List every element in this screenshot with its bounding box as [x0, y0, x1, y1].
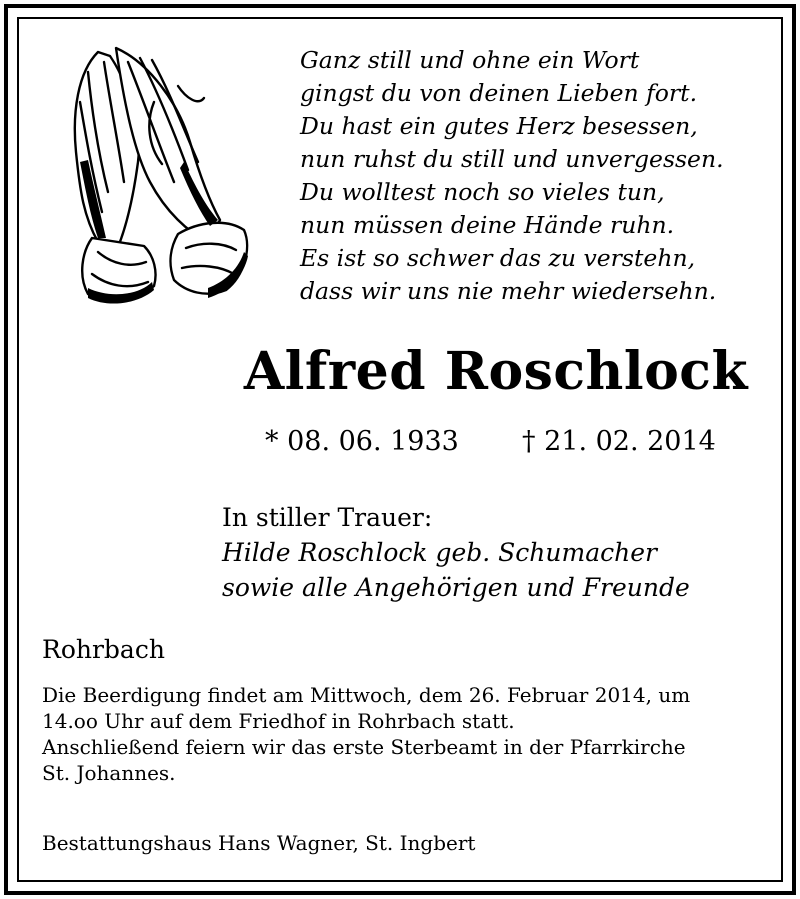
poem-line: Du wolltest noch so vieles tun,: [300, 178, 665, 206]
poem-line: Ganz still und ohne ein Wort: [300, 46, 640, 74]
poem-line: Du hast ein gutes Herz besessen,: [300, 112, 698, 140]
poem-line: nun müssen deine Hände ruhn.: [300, 211, 675, 239]
poem: [300, 44, 724, 308]
poem-line: Es ist so schwer das zu verstehn,: [300, 244, 696, 272]
birth-date: * 08. 06. 1933: [265, 426, 459, 457]
mourning-intro: In stiller Trauer:: [222, 503, 433, 532]
praying-hands-icon: [58, 42, 254, 314]
poem-line: dass wir uns nie mehr wiedersehn.: [300, 277, 717, 305]
place: Rohrbach: [42, 635, 165, 664]
death-date: † 21. 02. 2014: [522, 426, 716, 457]
undertaker: Bestattungshaus Hans Wagner, St. Ingbert: [42, 831, 476, 855]
mourning-block: [222, 500, 690, 605]
poem-line: gingst du von deinen Lieben fort.: [300, 79, 698, 107]
mourner-line: Hilde Roschlock geb. Schumacher: [222, 538, 657, 567]
deceased-name: Alfred Roschlock: [243, 341, 748, 402]
funeral-line: Die Beerdigung findet am Mittwoch, dem 26. Februar 2014, um: [42, 683, 691, 707]
funeral-info: [42, 682, 772, 786]
funeral-line: Anschließend feiern wir das erste Sterbeamt in der Pfarrkirche: [42, 735, 686, 759]
funeral-line: St. Johannes.: [42, 761, 176, 785]
mourner-line: sowie alle Angehörigen und Freunde: [222, 573, 690, 602]
funeral-line: 14.oo Uhr auf dem Friedhof in Rohrbach statt.: [42, 709, 515, 733]
poem-line: nun ruhst du still und unvergessen.: [300, 145, 724, 173]
